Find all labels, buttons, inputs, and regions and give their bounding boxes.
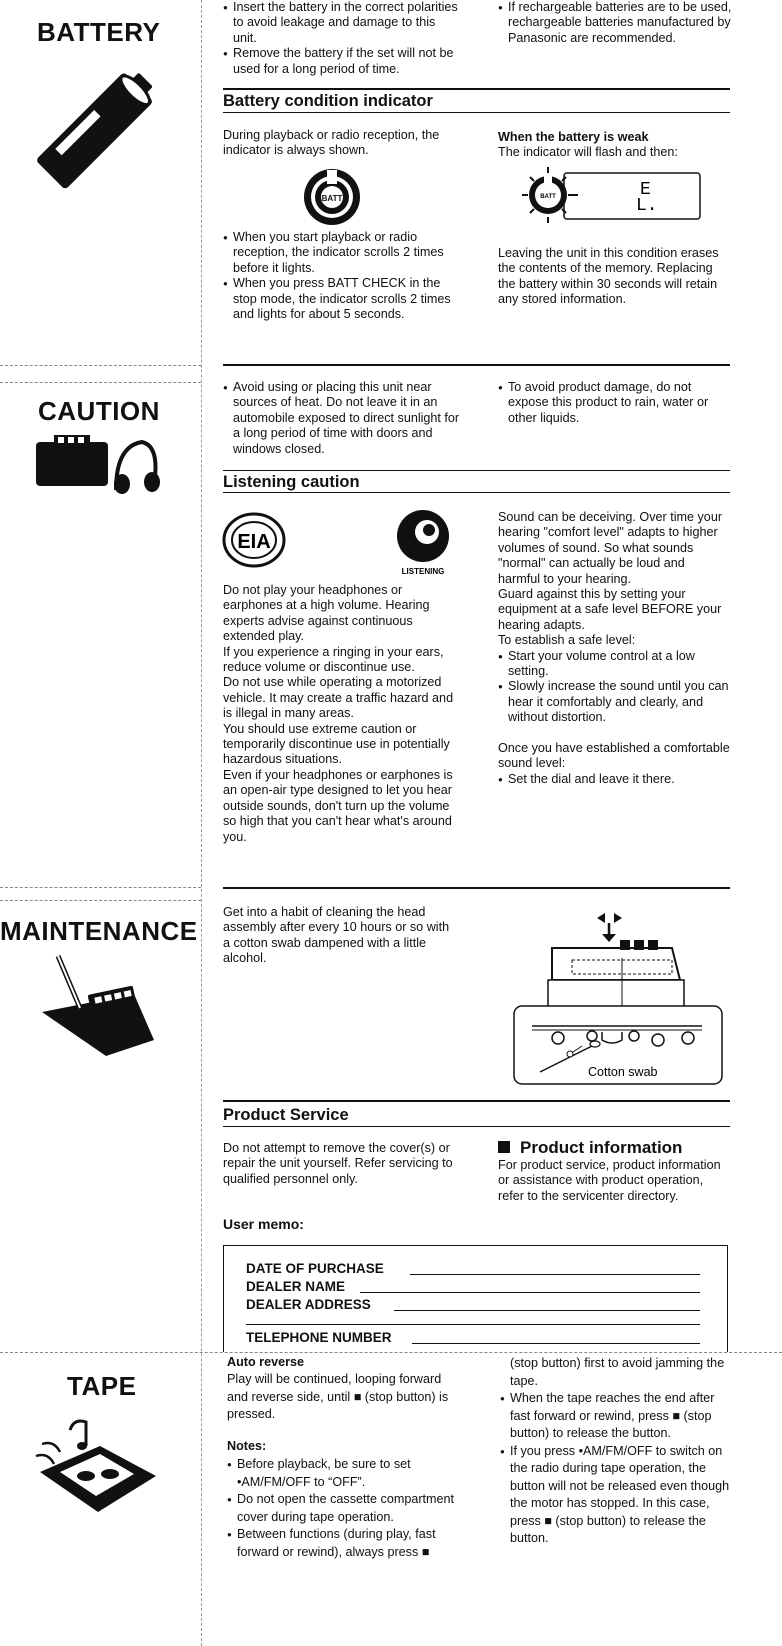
batt-indicator-icon [300,167,364,227]
caution-note: ● To avoid product damage, do not expose this product to rain, water or other liquids. [498,380,733,426]
battery-icon [22,55,172,200]
memo-line [412,1343,700,1344]
tape-notes-right [500,1355,734,1548]
caution-note: ● Avoid using or placing this unit near sources of heat. Do not leave it in an automobile exposed to direct sunlight for a long period of time with doors and windows closed. [223,380,461,457]
tape-notes-left [227,1456,459,1561]
listening-label: LISTENING [401,567,445,576]
listening-paragraph: You should use extreme caution or temporarily discontinue use in potentially hazardous situations. [223,721,450,767]
listening-bullet: ● Slowly increase the sound until you can hear it comfortably and clearly, and without distortion. [498,679,730,725]
battery-indicator-intro: During playback or radio reception, the indicator is always shown. [223,128,440,158]
product-service-text: Do not attempt to remove the cover(s) or repair the unit yourself. Refer servicing to qualified personnel only. [223,1141,453,1186]
memo-line [360,1292,700,1293]
tape-player-icon [30,1412,160,1522]
caution-note-right [498,380,733,426]
cassette-headphones-icon [32,432,162,496]
head-cleaning-icon [38,950,158,1060]
listening-paragraph: Sound can be deceiving. Over time your hearing "comfort level" adapts to higher volumes of sound. So what sounds "normal" can actually be loud and harmful to your hearing. [498,510,723,586]
listening-left-column [223,583,455,845]
battery-notes-right [498,0,733,46]
user-memo-heading: User memo: [223,1216,304,1232]
tape-note-continued: (stop button) first to avoid jamming the tape. [510,1356,725,1388]
battery-note: ● If rechargeable batteries are to be used, rechargeable batteries manufactured by Panasonic are recommended. [498,0,733,46]
battery-indicator-heading: Battery condition indicator [223,92,433,110]
batt-label: BATT [321,194,343,203]
heading-rule [223,364,730,366]
tape-section-title: TAPE [67,1371,137,1401]
section-divider [0,887,201,888]
indicator-note: ● When you press BATT CHECK in the stop mode, the indicator scrolls 2 times and lights for about 5 seconds. [223,276,458,322]
heading-rule [223,1100,730,1102]
heading-rule [223,88,730,90]
eia-label: EIA [237,531,271,553]
weak-battery-display-icon [518,165,718,225]
tape-note: ● Do not open the cassette compartment cover during tape operation. [227,1491,459,1526]
memo-line [394,1310,700,1311]
listening-bullet: ● Set the dial and leave it there. [498,772,730,787]
tape-note: ● Before playback, be sure to set •AM/FM/OFF to “OFF”. [227,1456,459,1491]
section-divider-vertical [201,0,202,1646]
display-glyph-e: E [640,180,651,200]
heading-rule [223,887,730,889]
product-information-text: For product service, product information or assistance with product operation, refer to the servicenter directory. [498,1158,721,1203]
memo-line [246,1324,700,1325]
heading-underline [223,112,730,113]
listening-paragraph: Once you have established a comfortable sound level: [498,740,730,771]
listening-right-column [498,510,730,787]
heading-underline [223,492,730,493]
listening-paragraph: Do not play your headphones or earphones at a high volume. Hearing experts advise against continuous extended play. [223,583,430,644]
listening-paragraph: If you experience a ringing in your ears, reduce volume or discontinue use. [223,644,444,675]
product-information-heading [498,1138,682,1158]
product-information-title: Product information [520,1138,683,1157]
heading-rule [223,470,730,471]
memo-label-dealer-name: DEALER NAME [246,1279,346,1294]
maintenance-text: Get into a habit of cleaning the head assembly after every 10 hours or so with a cotton swab dampened with a little alcohol. [223,905,450,966]
memo-label-telephone: TELEPHONE NUMBER [246,1330,392,1345]
listening-logo-icon [393,508,455,580]
battery-weak-subheading: When the battery is weak [498,130,649,144]
battery-notes-left [223,0,461,77]
section-divider [0,365,201,366]
cleaning-diagram-icon [512,908,727,1088]
memo-line [410,1274,700,1275]
auto-reverse-text: Play will be continued, looping forward and reverse side, until ■ (stop button) is pressed. [227,1372,449,1421]
maintenance-section-title: MAINTENANCE [0,916,198,946]
notes-heading: Notes: [227,1439,267,1453]
tape-note: ● When the tape reaches the end after fast forward or rewind, press ■ (stop button) to release the button. [500,1390,734,1443]
tape-note: ● Between functions (during play, fast forward or rewind), always press ■ [227,1526,459,1561]
battery-weak-intro: The indicator will flash and then: [498,145,678,159]
battery-note: ● Remove the battery if the set will not be used for a long period of time. [223,46,461,77]
listening-paragraph: Guard against this by setting your equipment at a safe level BEFORE your hearing adapts. [498,587,722,632]
section-divider [0,1352,782,1353]
cotton-swab-label: Cotton swab [588,1065,658,1079]
tape-note: ● If you press •AM/FM/OFF to switch on the radio during tape operation, the button will not be released even though the motor has stopped. In this case, press ■ (stop button) to release the button. [500,1443,734,1548]
listening-paragraph: Even if your headphones or earphones is an open-air type designed to let you hear outside sounds, don't turn up the volume so high that you can't hear what's around you. [223,767,453,844]
section-divider [0,382,201,383]
listening-bullet: ● Start your volume control at a low setting. [498,649,730,680]
listening-paragraph: To establish a safe level: [498,633,636,648]
battery-weak-body: Leaving the unit in this condition erases the contents of the memory. Replacing the battery within 30 seconds will retain any stored information. [498,246,719,307]
memo-label-date: DATE OF PURCHASE [246,1261,384,1276]
caution-note-left [223,380,461,457]
heading-underline [223,1126,730,1127]
listening-caution-heading: Listening caution [223,473,360,491]
indicator-note: ● When you start playback or radio reception, the indicator scrolls 2 times before it lights. [223,230,458,276]
product-service-heading: Product Service [223,1106,349,1124]
section-divider [0,900,201,901]
memo-label-dealer-address: DEALER ADDRESS [246,1297,371,1312]
listening-paragraph: Do not use while operating a motorized vehicle. It may create a traffic hazard and is illegal in many areas. [223,675,454,721]
battery-note: ● Insert the battery in the correct polarities to avoid leakage and damage to this unit. [223,0,461,46]
weak-batt-label: BATT [540,194,556,200]
square-bullet-icon [498,1141,510,1153]
auto-reverse-heading: Auto reverse [227,1355,304,1369]
eia-logo-icon [222,511,288,571]
display-glyph-l: L. [636,196,658,216]
battery-section-title: BATTERY [37,17,161,47]
battery-indicator-bullets [223,230,458,322]
caution-section-title: CAUTION [38,396,160,426]
